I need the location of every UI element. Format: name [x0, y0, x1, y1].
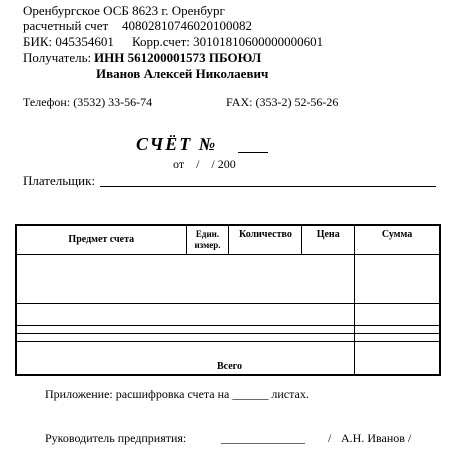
- phone-line: Телефон: (3532) 33-56-74: [23, 95, 153, 109]
- invoice-title: СЧЁТ №: [136, 134, 218, 154]
- table-row: [16, 325, 440, 333]
- account-number: 40802810746020100082: [122, 18, 252, 33]
- recipient-inn: ИНН 561200001573 ПБОЮЛ: [94, 50, 262, 65]
- total-value: [355, 358, 440, 375]
- table-cell: [355, 303, 440, 325]
- table-cell: [16, 341, 355, 358]
- attachment-text: Приложение: расшифровка счета на: [45, 387, 230, 401]
- total-label: Всего: [16, 358, 355, 375]
- table-row: [16, 333, 440, 341]
- header-price: Цена: [302, 225, 355, 254]
- table-header-row: [16, 225, 440, 254]
- account-label: расчетный счет: [23, 18, 109, 33]
- recipient-name: Иванов Алексей Николаевич: [96, 66, 269, 81]
- table-cell: [16, 303, 355, 325]
- payer-line: [100, 186, 436, 187]
- corr-account-line: Корр.счет: 30101810600000000601: [132, 34, 324, 49]
- invoice-table: [15, 224, 441, 376]
- table-row: [16, 254, 440, 303]
- table-total-row: [16, 358, 440, 375]
- header-sum: Сумма: [355, 225, 440, 254]
- table-row: [16, 341, 440, 358]
- signature-label: Руководитель предприятия:: [45, 431, 187, 445]
- header-quantity: Количество: [229, 225, 302, 254]
- signature-name: А.Н. Иванов /: [341, 431, 412, 445]
- header-unit: Един. измер.: [186, 225, 229, 254]
- attachment-blank: ______: [232, 387, 269, 401]
- invoice-date: от / / 200: [173, 157, 236, 171]
- attachment-suffix: листах.: [271, 387, 309, 401]
- table-cell: [16, 325, 355, 333]
- table-cell: [355, 254, 440, 303]
- signature-blank: ______________: [221, 431, 305, 445]
- table-cell: [355, 341, 440, 358]
- table-cell: [355, 325, 440, 333]
- header-item: Предмет счета: [16, 225, 186, 254]
- bik-line: БИК: 045354601: [23, 34, 114, 49]
- table-row: [16, 303, 440, 325]
- attachment-line: [45, 387, 309, 401]
- table-cell: [355, 333, 440, 341]
- signature-slash: /: [328, 431, 332, 445]
- recipient-label: Получатель:: [23, 50, 92, 65]
- bank-name: Оренбургское ОСБ 8623 г. Оренбург: [23, 3, 225, 18]
- fax-line: FAX: (353-2) 52-56-26: [226, 95, 339, 109]
- payer-label: Плательщик:: [23, 173, 96, 188]
- invoice-number-blank: [238, 140, 268, 153]
- table-cell: [16, 254, 355, 303]
- table-cell: [16, 333, 355, 341]
